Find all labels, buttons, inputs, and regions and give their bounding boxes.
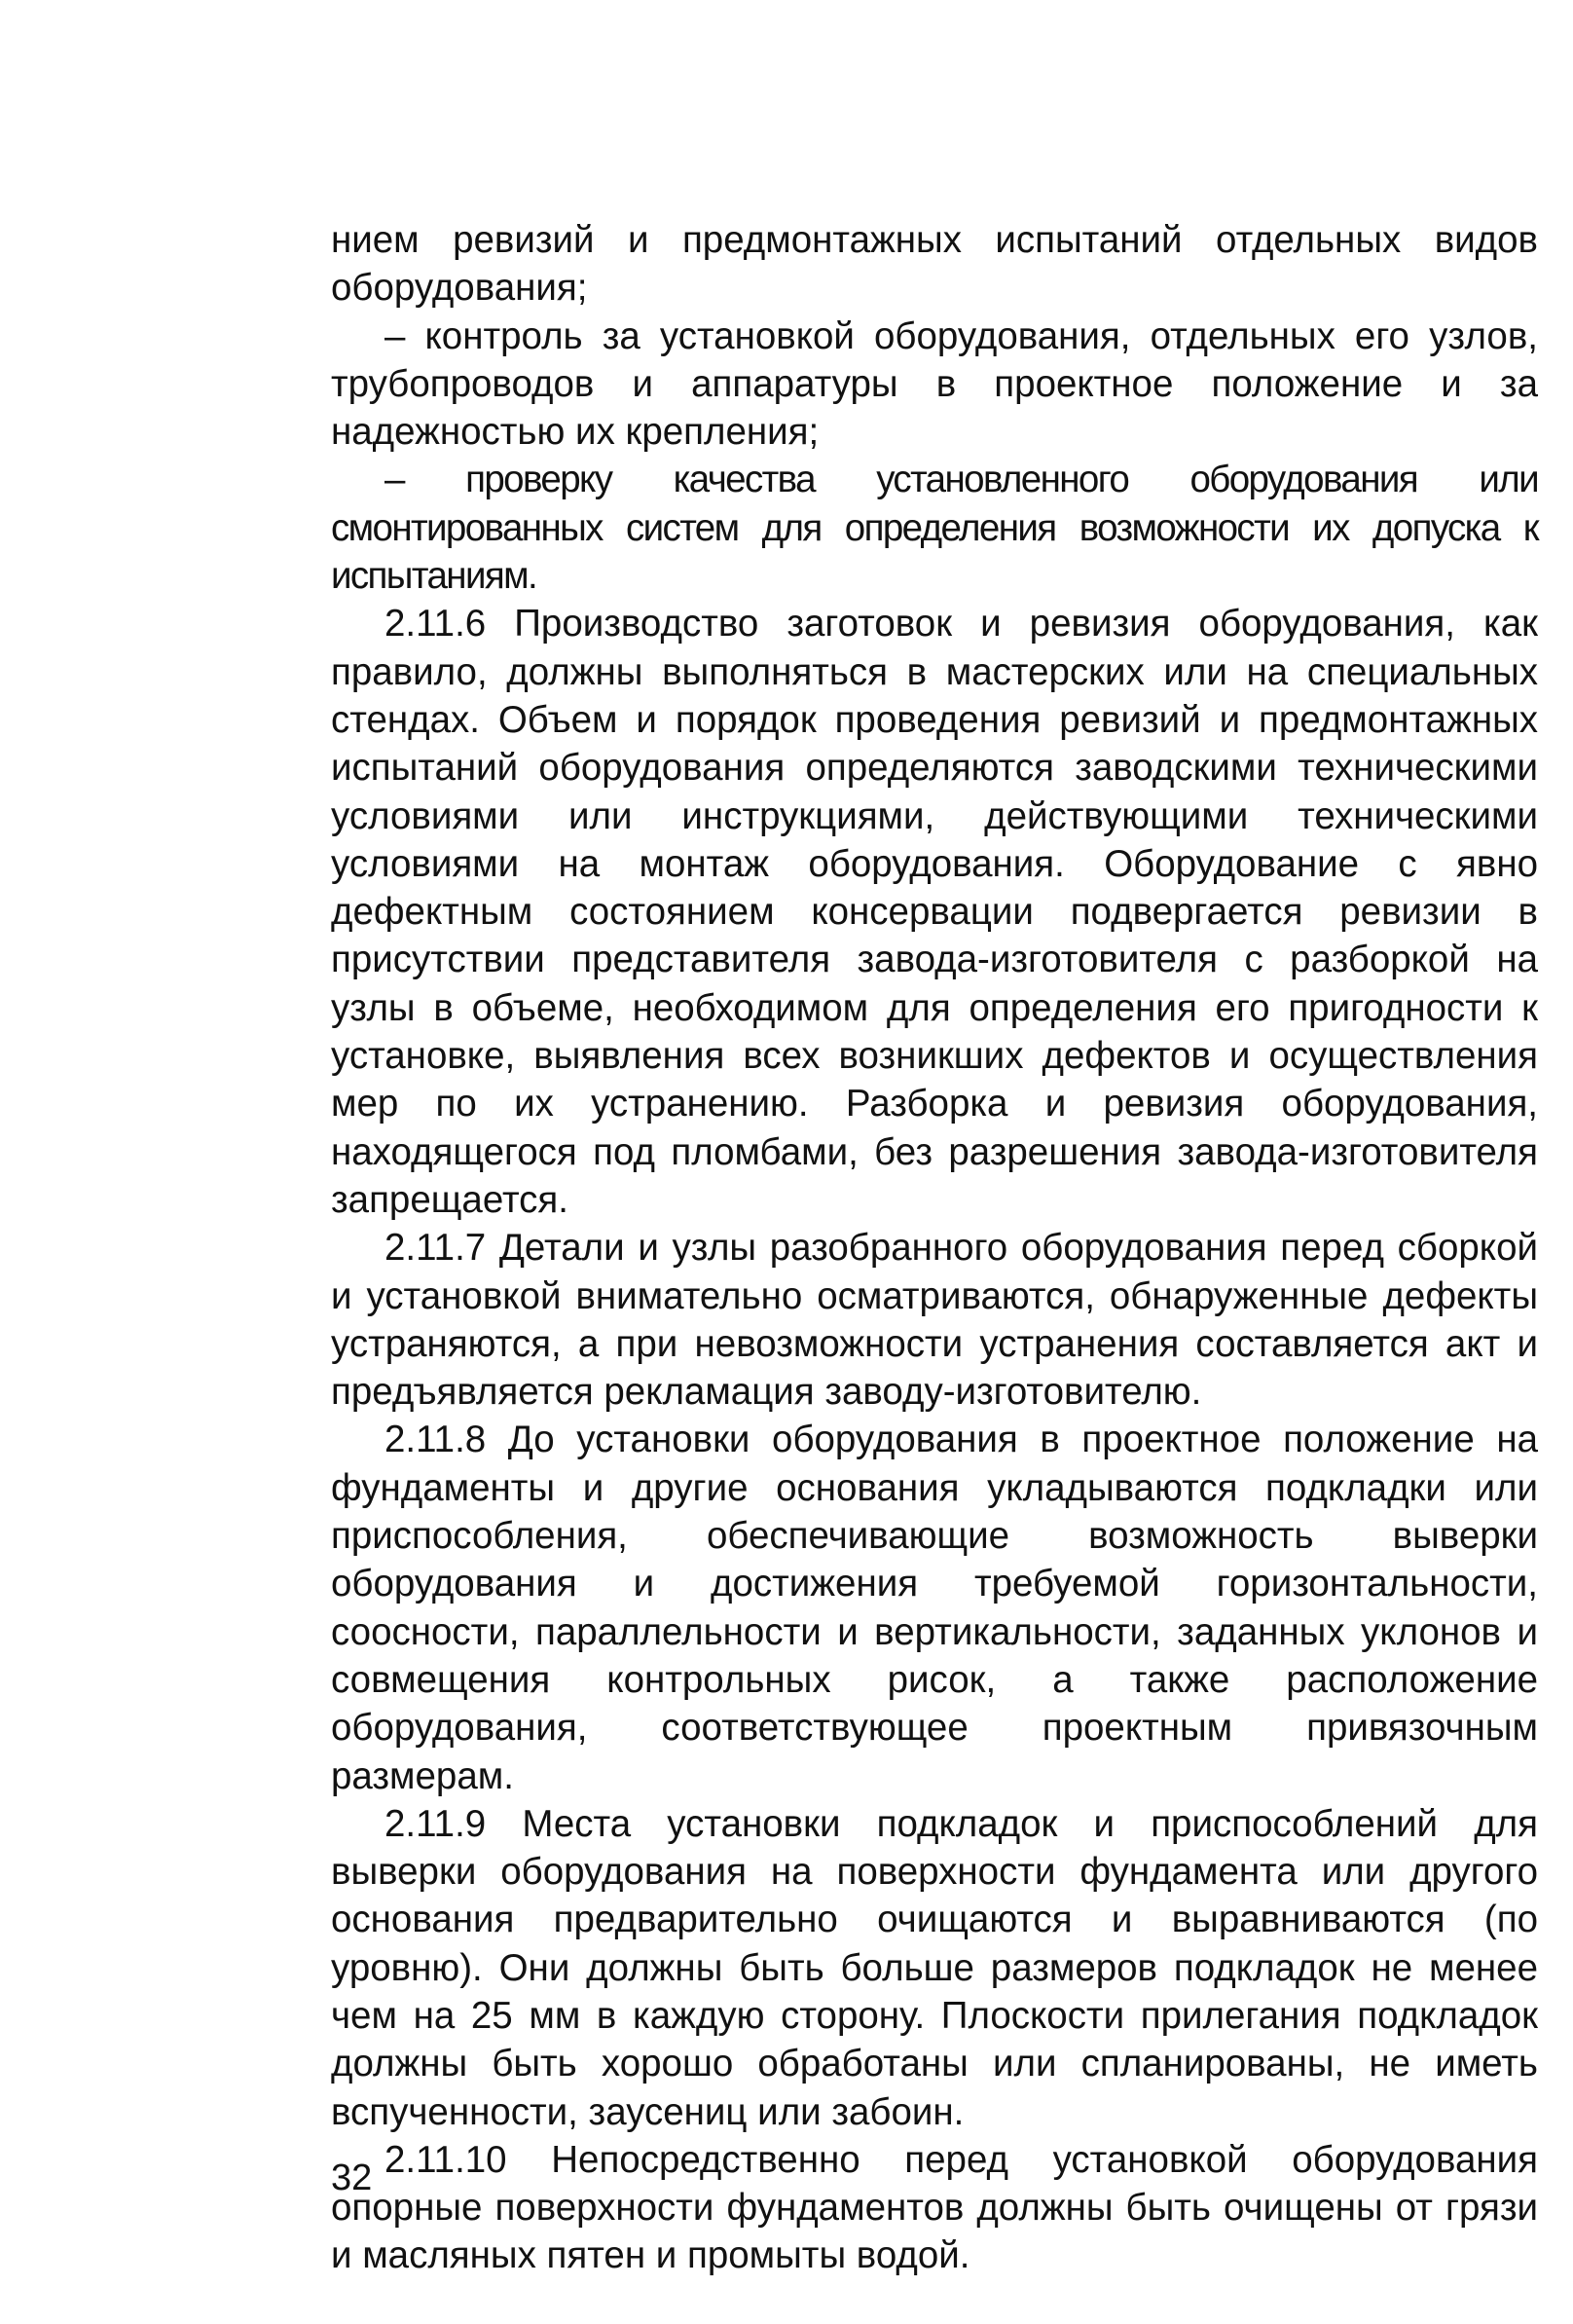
paragraph-continuation: нием ревизий и предмонтажных испытаний отдельных видов оборудования; xyxy=(331,219,1538,310)
paragraph-installation-control: – контроль за установкой оборудования, отдельных его узлов, трубопроводов и аппаратуры в проектное положение и за надежностью их крепления; xyxy=(331,314,1538,454)
paragraph-2-11-10: 2.11.10 Непосредственно перед установкой оборудования опорные поверхности фундаментов должны быть очищены от грязи и масляных пятен и промыты водой. xyxy=(331,2138,1538,2277)
paragraph-2-11-8: 2.11.8 До установки оборудования в проектное положение на фундаменты и другие основания укладываются подкладки или приспособления, обеспечивающие возможность выверки оборудования и достижения требуемой горизонтальности, соосности, параллельности и вертикальности, заданных уклонов и совмещения контрольных рисок, а также расположение оборудования, соответствующее проектным привязочным размерам. xyxy=(331,1419,1538,1797)
paragraph-2-11-7: 2.11.7 Детали и узлы разобранного оборудования перед сборкой и установкой внимательно осматриваются, обнаруженные дефекты устраняются, а при невозможности устранения составляется акт и предъявляется рекламация заводу-изготовителю. xyxy=(331,1227,1538,1414)
paragraph-quality-check: – проверку качества установленного оборудования или смонтированных систем для определения возможности их допуска к испытаниям. xyxy=(331,459,1538,598)
paragraph-2-11-9: 2.11.9 Места установки подкладок и приспособлений для выверки оборудования на поверхности фундамента или другого основания предварительно очищаются и выравниваются (по уровню). Они должны быть больше размеров подкладок не менее чем на 25 мм в каждую сторону. Плоскости прилегания подкладок должны быть хорошо обработаны или спланированы, не иметь вспученности, заусениц или забоин. xyxy=(331,1802,1538,2133)
body-text xyxy=(331,216,1538,2280)
paragraph-2-11-6: 2.11.6 Производство заготовок и ревизия оборудования, как правило, должны выполняться в мастерских или на специальных стендах. Объем и порядок проведения ревизий и предмонтажных испытаний оборудования определяются заводскими техническими условиями или инструкциями, действующими техническими условиями на монтаж оборудования. Оборудование с явно дефектным состоянием консервации подвергается ревизии в присутствии представителя завода-изготовителя с разборкой на узлы в объеме, необходимом для определения его пригодности к установке, выявления всех возникших дефектов и осуществления мер по их устранению. Разборка и ревизия оборудования, находящегося под пломбами, без разрешения завода-изготовителя запрещается. xyxy=(331,603,1538,1221)
page-number: 32 xyxy=(331,2158,373,2198)
